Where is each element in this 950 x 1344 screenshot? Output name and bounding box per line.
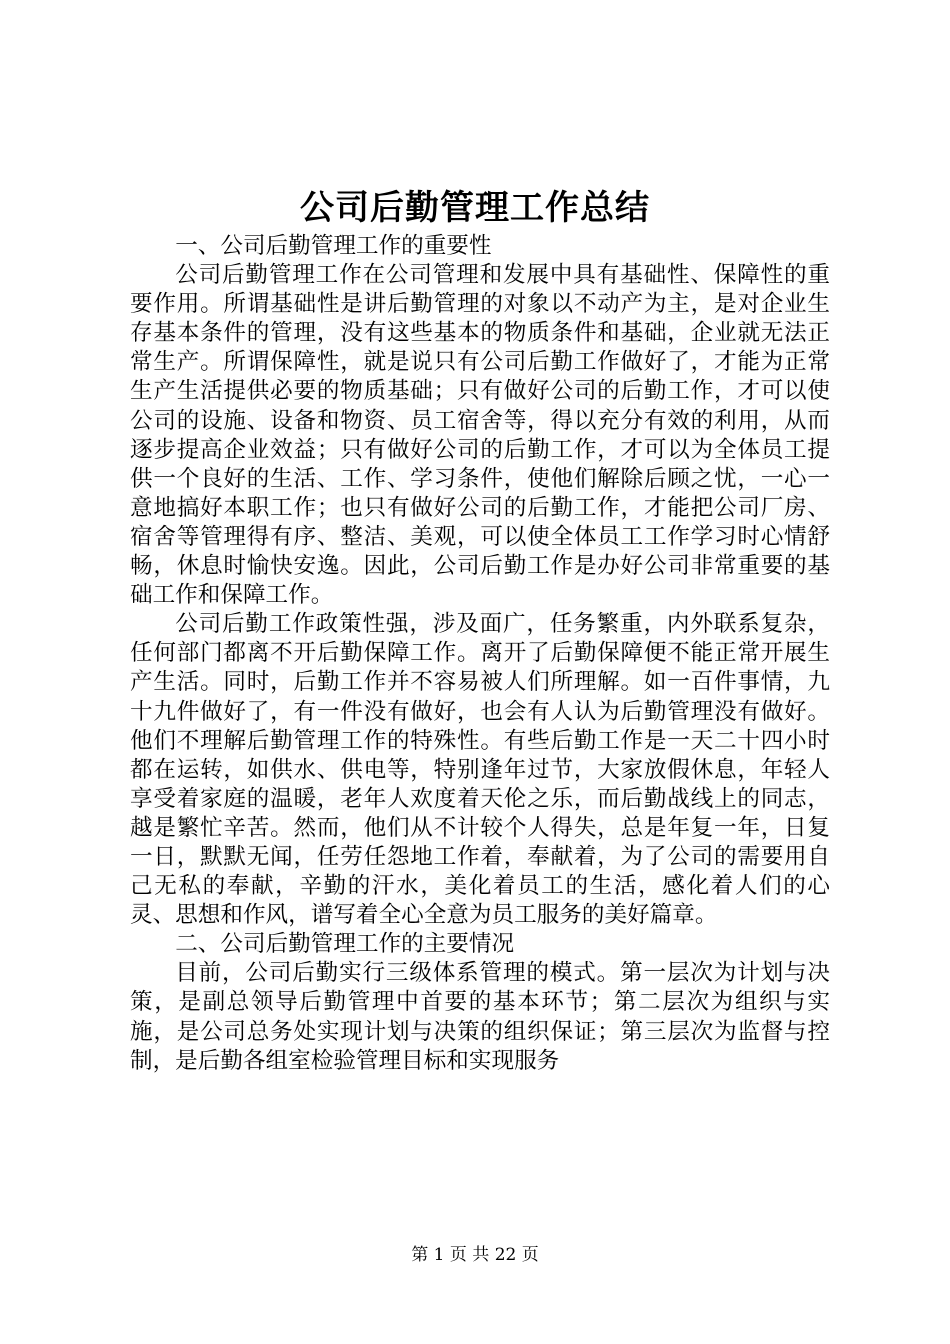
- body-paragraph: 目前，公司后勤实行三级体系管理的模式。第一层次为计划与决策，是副总领导后勤管理中首要的基本环节；第二层次为组织与实施，是公司总务处实现计划与决策的组织保证；第三层次为监督与控制，是后勤各组室检验管理目标和实现服务: [130, 960, 830, 1074]
- document-body: [130, 232, 830, 1076]
- page-number-footer: 第 1 页 共 22 页: [411, 1245, 539, 1265]
- document-title: 公司后勤管理工作总结: [300, 188, 650, 228]
- section-heading: 一、公司后勤管理工作的重要性: [175, 233, 492, 259]
- body-paragraph: 公司后勤工作政策性强，涉及面广，任务繁重，内外联系复杂，任何部门都离不开后勤保障工作。离开了后勤保障便不能正常开展生产生活。同时，后勤工作并不容易被人们所理解。如一百件事情，九十九件做好了，有一件没有做好，也会有人认为后勤管理没有做好。他们不理解后勤管理工作的特殊性。有些后勤工作是一天二十四小时都在运转，如供水、供电等，特别逢年过节，大家放假休息，年轻人享受着家庭的温暖，老年人欢度着天伦之乐，而后勤战线上的同志，越是繁忙辛苦。然而，他们从不计较个人得失，总是年复一年，日复一日，默默无闻，任劳任怨地工作着，奉献着，为了公司的需要用自己无私的奉献，辛勤的汗水，美化着员工的生活，感化着人们的心灵、思想和作风，谱写着全心全意为员工服务的美好篇章。: [130, 611, 830, 929]
- section-heading: 二、公司后勤管理工作的主要情况: [175, 931, 515, 958]
- body-paragraph: 公司后勤管理工作在公司管理和发展中具有基础性、保障性的重要作用。所谓基础性是讲后勤管理的对象以不动产为主，是对企业生存基本条件的管理，没有这些基本的物质条件和基础，企业就无法正常生产。所谓保障性，就是说只有公司后勤工作做好了，才能为正常生产生活提供必要的物质基础；只有做好公司的后勤工作，才可以使公司的设施、设备和物资、员工宿舍等，得以充分有效的利用，从而逐步提高企业效益；只有做好公司的后勤工作，才可以为全体员工提供一个良好的生活、工作、学习条件，使他们解除后顾之忧，一心一意地搞好本职工作；也只有做好公司的后勤工作，才能把公司厂房、宿舍等管理得有序、整洁、美观，可以使全体员工工作学习时心情舒畅，休息时愉快安逸。因此，公司后勤工作是办好公司非常重要的基础工作和保障工作。: [130, 262, 830, 609]
